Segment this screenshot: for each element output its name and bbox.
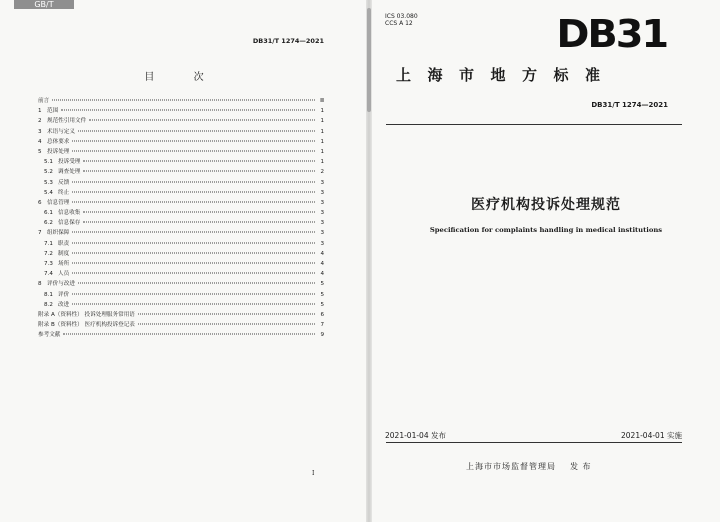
toc-entry-page: 3	[320, 230, 324, 237]
toc-entry-label: 总体要求	[47, 138, 70, 145]
toc-entry-label: 调查处理	[58, 169, 81, 176]
toc-entry-number: 7.2	[44, 250, 53, 257]
toc-entry-label: 附录 B（资料性） 医疗机构投诉登记表	[38, 322, 135, 329]
toc-entry-number: 5.2	[44, 169, 53, 176]
document-title-en: Specification for complaints handling in medical institutions	[429, 226, 663, 234]
toc-leader-dots	[72, 293, 315, 294]
toc-entry-page: 5	[320, 301, 324, 308]
toc-leader-dots	[78, 283, 315, 284]
toc-entry[interactable]	[38, 188, 324, 198]
toc-entry[interactable]	[38, 279, 324, 289]
table-of-contents	[38, 96, 324, 341]
toc-entry-number: 8.2	[44, 301, 53, 308]
document-title-cn: 医疗机构投诉处理规范	[471, 197, 621, 213]
toc-entry-number: 8.1	[44, 291, 53, 298]
issuer-name: 上海市市场监督管理局	[466, 462, 556, 471]
scrollbar-thumb[interactable]	[367, 8, 371, 112]
toc-entry[interactable]	[38, 106, 324, 116]
issuer-line	[466, 461, 592, 472]
toc-entry-label: 投诉受理	[58, 159, 81, 166]
toc-entry[interactable]	[38, 300, 324, 310]
toc-entry-number: 6.1	[44, 210, 53, 217]
toc-entry-number: 6	[38, 199, 42, 206]
toc-entry-label: 人员	[58, 271, 70, 278]
toc-entry-label: 终止	[58, 189, 70, 196]
toc-entry-number: 7.3	[44, 261, 53, 267]
divider-top	[386, 124, 682, 125]
toc-entry-number: 5.3	[44, 179, 53, 186]
toc-entry[interactable]	[38, 310, 324, 320]
toc-entry-page: 3	[320, 189, 324, 196]
toc-entry[interactable]	[38, 259, 324, 269]
standard-name: 上海市地方标准	[396, 66, 617, 84]
issue-date: 2021-01-04 发布	[385, 431, 446, 440]
toc-entry-number: 7.1	[44, 240, 53, 247]
toc-leader-dots	[72, 140, 315, 141]
toc-entry[interactable]	[38, 198, 324, 208]
toc-leader-dots	[52, 100, 315, 101]
toc-entry-label: 范围	[47, 108, 59, 115]
toc-entry[interactable]	[38, 157, 324, 167]
toc-entry-page: 1	[320, 138, 324, 145]
page-number: I	[312, 470, 315, 477]
toc-entry-page: 5	[320, 281, 324, 288]
toc-entry[interactable]	[38, 178, 324, 188]
toc-leader-dots	[72, 191, 315, 192]
toc-leader-dots	[83, 212, 315, 213]
toc-entry-number: 2	[38, 118, 42, 125]
toc-entry-label: 反馈	[58, 179, 70, 186]
toc-entry-label: 评价与改进	[47, 281, 75, 288]
divider-bottom	[386, 442, 682, 443]
toc-entry-number: 3	[38, 128, 42, 135]
toc-leader-dots	[72, 273, 315, 274]
toc-entry-page: 3	[320, 220, 324, 227]
corner-tab: GB/T	[14, 0, 74, 9]
toc-entry-number: 7.4	[44, 271, 53, 278]
toc-leader-dots	[72, 232, 315, 233]
toc-entry-label: 参考文献	[38, 332, 61, 339]
toc-entry[interactable]	[38, 269, 324, 279]
toc-entry-page: 3	[320, 199, 324, 206]
toc-entry-page: 4	[320, 250, 324, 257]
toc-entry[interactable]	[38, 167, 324, 177]
toc-entry-number: 6.2	[44, 220, 53, 227]
toc-entry-label: 改进	[58, 301, 70, 308]
toc-entry-page: 3	[320, 240, 324, 247]
toc-entry[interactable]	[38, 137, 324, 147]
toc-entry-page: 7	[320, 322, 324, 329]
toc-leader-dots	[83, 161, 315, 162]
toc-entry-label: 投诉处理	[47, 148, 70, 155]
toc-leader-dots	[72, 263, 315, 264]
toc-leader-dots	[72, 252, 315, 253]
toc-entry-label: 术语与定义	[47, 128, 75, 135]
toc-entry-page: 4	[320, 271, 324, 278]
toc-leader-dots	[61, 110, 315, 111]
toc-entry-page: 1	[320, 159, 324, 166]
toc-leader-dots	[78, 130, 315, 131]
toc-leader-dots	[83, 171, 315, 172]
toc-entry-page: 2	[320, 169, 324, 176]
toc-entry-label: 信息管理	[47, 199, 70, 206]
toc-leader-dots	[72, 201, 315, 202]
toc-entry[interactable]	[38, 249, 324, 259]
doc-code: DB31/T 1274—2021	[252, 37, 324, 45]
toc-leader-dots	[72, 242, 315, 243]
toc-leader-dots	[83, 222, 315, 223]
toc-leader-dots	[72, 303, 315, 304]
toc-entry-label: 评价	[58, 291, 70, 298]
toc-entry-number: 5.4	[44, 189, 53, 196]
toc-entry-label: 场所	[58, 261, 70, 267]
toc-leader-dots	[72, 150, 315, 151]
toc-entry-label: 组织保障	[47, 230, 70, 237]
cover-page	[372, 0, 720, 522]
ccs-code: CCS A 12	[385, 20, 413, 27]
toc-entry-page: 4	[320, 261, 324, 267]
toc-entry[interactable]	[38, 208, 324, 218]
toc-entry-page: 6	[320, 311, 324, 318]
toc-entry-page: Ⅲ	[320, 98, 324, 104]
toc-entry[interactable]	[38, 147, 324, 157]
toc-entry-label: 职责	[58, 240, 70, 247]
toc-entry-number: 5.1	[44, 159, 53, 166]
toc-entry-label: 制度	[58, 250, 70, 257]
toc-entry[interactable]	[38, 116, 324, 126]
toc-leader-dots	[138, 324, 315, 325]
cover-doc-code: DB31/T 1274—2021	[591, 101, 668, 109]
release-word: 发 布	[570, 462, 592, 471]
toc-entry[interactable]	[38, 218, 324, 228]
db-logo: DB31	[556, 12, 668, 56]
toc-entry[interactable]	[38, 96, 324, 106]
toc-entry[interactable]	[38, 290, 324, 300]
toc-entry-page: 3	[320, 179, 324, 186]
toc-entry[interactable]	[38, 330, 324, 340]
toc-entry-number: 1	[38, 108, 42, 115]
toc-title: 目 次	[144, 72, 222, 83]
classification-codes	[385, 13, 418, 27]
toc-entry-page: 1	[320, 148, 324, 155]
ics-code: ICS 03.080	[385, 13, 418, 20]
toc-entry[interactable]	[38, 239, 324, 249]
toc-leader-dots	[63, 334, 315, 335]
toc-leader-dots	[138, 313, 315, 314]
toc-entry[interactable]	[38, 127, 324, 137]
toc-entry-number: 7	[38, 230, 42, 237]
toc-entry-page: 1	[320, 108, 324, 115]
toc-entry-page: 1	[320, 128, 324, 135]
toc-entry-label: 信息保存	[58, 220, 81, 227]
toc-entry-page: 3	[320, 210, 324, 217]
toc-entry[interactable]	[38, 320, 324, 330]
implement-date: 2021-04-01 实施	[621, 431, 682, 440]
toc-entry-label: 附录 A（资料性） 投诉处理服务常用语	[38, 311, 135, 318]
toc-entry-label: 信息收集	[58, 210, 81, 217]
toc-entry-number: 5	[38, 148, 42, 155]
toc-entry-page: 5	[320, 291, 324, 298]
toc-entry-page: 9	[320, 332, 324, 339]
toc-entry-number: 8	[38, 281, 42, 288]
toc-entry-label: 前言	[38, 98, 50, 104]
toc-leader-dots	[89, 120, 315, 121]
toc-entry-page: 1	[320, 118, 324, 125]
toc-entry[interactable]	[38, 228, 324, 238]
toc-leader-dots	[72, 181, 315, 182]
toc-entry-number: 4	[38, 138, 42, 145]
toc-entry-label: 规范性引用文件	[47, 118, 87, 125]
